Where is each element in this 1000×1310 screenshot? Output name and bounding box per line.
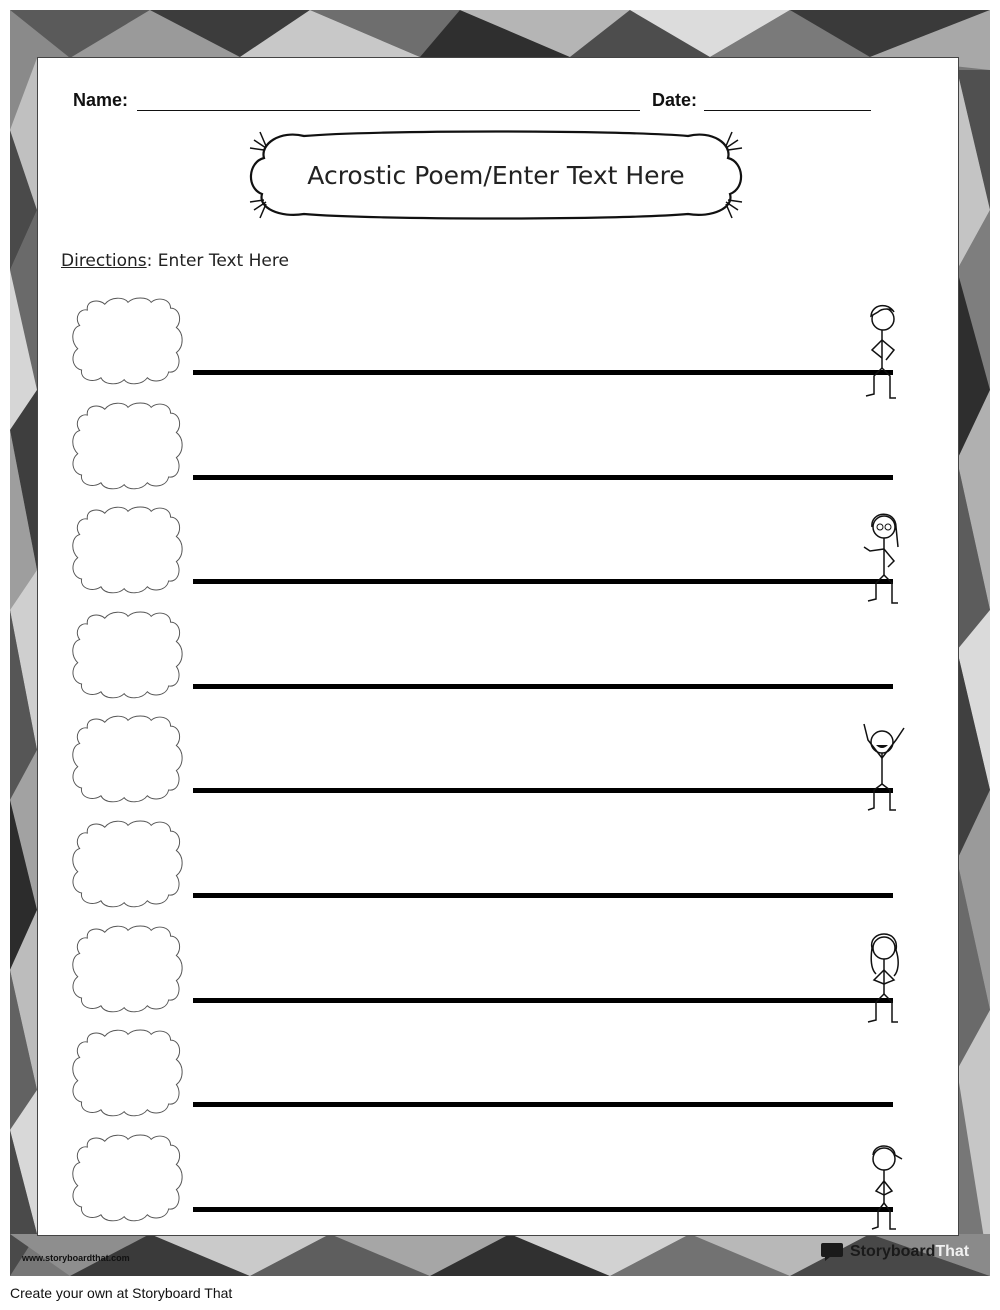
name-field[interactable] [137,110,640,111]
logo-icon [820,1242,844,1262]
boy-standing-icon [838,294,928,404]
letter-bubble[interactable] [70,1028,186,1118]
poem-row [38,610,958,714]
letter-bubble[interactable] [70,1133,186,1223]
poem-row [38,714,958,818]
letter-bubble[interactable] [70,924,186,1014]
poem-row [38,401,958,505]
date-field[interactable] [704,110,871,111]
directions-label: Directions [61,251,147,271]
poem-row [38,924,958,1028]
writing-line[interactable] [193,370,893,375]
letter-bubble[interactable] [70,401,186,491]
storyboardthat-logo[interactable] [820,1241,969,1263]
writing-line[interactable] [193,998,893,1003]
poem-row [38,296,958,400]
worksheet-page [37,57,959,1236]
writing-line[interactable] [193,788,893,793]
poem-row [38,505,958,609]
poem-row [38,1133,958,1237]
directions [61,251,289,271]
kid-cap-icon [838,1131,928,1241]
writing-line[interactable] [193,475,893,480]
date-label: Date: [652,90,698,110]
directions-separator: : [146,251,153,271]
credit-text[interactable]: Create your own at Storyboard That [10,1285,233,1301]
poem-row [38,1028,958,1132]
page-title[interactable]: Acrostic Poem/Enter Text Here [307,160,685,190]
girl-longhair-icon [838,922,928,1032]
brand-that: That [935,1243,970,1260]
letter-bubble[interactable] [70,296,186,386]
kid-cheering-icon [838,712,928,822]
writing-line[interactable] [193,893,893,898]
letter-bubble[interactable] [70,610,186,700]
directions-text[interactable]: Enter Text Here [157,251,289,271]
letter-bubble[interactable] [70,819,186,909]
writing-line[interactable] [193,1207,893,1212]
letter-bubble[interactable] [70,505,186,595]
footer-url[interactable]: www.storyboardthat.com [22,1253,130,1263]
writing-line[interactable] [193,579,893,584]
brand-story: Storyboard [850,1243,936,1260]
poem-row [38,819,958,923]
writing-line[interactable] [193,1102,893,1107]
name-label: Name: [73,90,129,110]
girl-glasses-icon [838,503,928,613]
letter-bubble[interactable] [70,714,186,804]
writing-line[interactable] [193,684,893,689]
